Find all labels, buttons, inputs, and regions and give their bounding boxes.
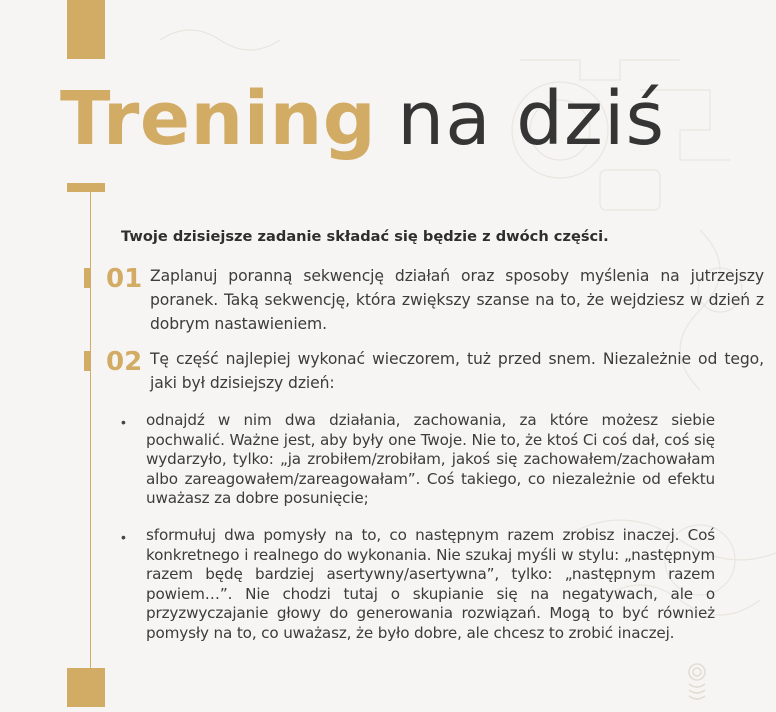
step-marker xyxy=(84,268,91,288)
accent-bar-bottom xyxy=(67,668,105,707)
title-bold: Trening xyxy=(60,76,377,162)
bullet-text: sformułuj dwa pomysły na to, co następnym razem zrobisz inaczej. Coś konkretnego i realnego do wykonania. Nie szukaj myśli w stylu: „następnym razem będę bardziej asertywny/asertywna”, tylko: „następnym razem powiem…”. Nie chodzi tutaj o skupianie się na negatywach, ale o przyzwyczajanie głowy do generowania rozwiązań. Mogą to być również pomysły na to, co uważasz, że było dobre, ale chcesz to zrobić inaczej. xyxy=(146,526,715,642)
accent-bar-middle xyxy=(67,183,105,192)
bullet-marker: • xyxy=(121,529,126,545)
step-text: Zaplanuj poranną sekwencję działań oraz sposoby myślenia na jutrzejszy poranek. Taką sekwencję, która zwiększy szanse na to, że wejdziesz w dzień z dobrym nastawieniem. xyxy=(150,267,764,333)
accent-vertical-line xyxy=(90,190,91,668)
accent-bar-top xyxy=(67,0,105,59)
intro-text: Twoje dzisiejsze zadanie składać się będzie z dwóch części. xyxy=(121,228,609,245)
bullet-marker: • xyxy=(121,414,126,430)
bullet-text: odnajdź w nim dwa działania, zachowania, za które możesz siebie pochwalić. Ważne jest, aby były one Twoje. Nie to, że ktoś Ci coś dał, coś się wydarzyło, tylko: „ja zrobiłem/zrobiłam, jakoś się zachowałem/zachowałam albo zareagowałem/zareagowałam”. Coś takiego, co niezależnie od efektu uważasz za dobre posunięcie; xyxy=(146,411,715,507)
spiral-logo-icon xyxy=(682,660,712,704)
title-light: na dziś xyxy=(397,76,665,162)
step-number: 02 xyxy=(106,347,143,377)
step-number: 01 xyxy=(106,264,143,294)
step-text: Tę część najlepiej wykonać wieczorem, tuż przed snem. Niezależnie od tego, jaki był dzisiejszy dzień: xyxy=(150,350,764,392)
step-marker xyxy=(84,351,91,371)
page-title xyxy=(60,76,665,162)
